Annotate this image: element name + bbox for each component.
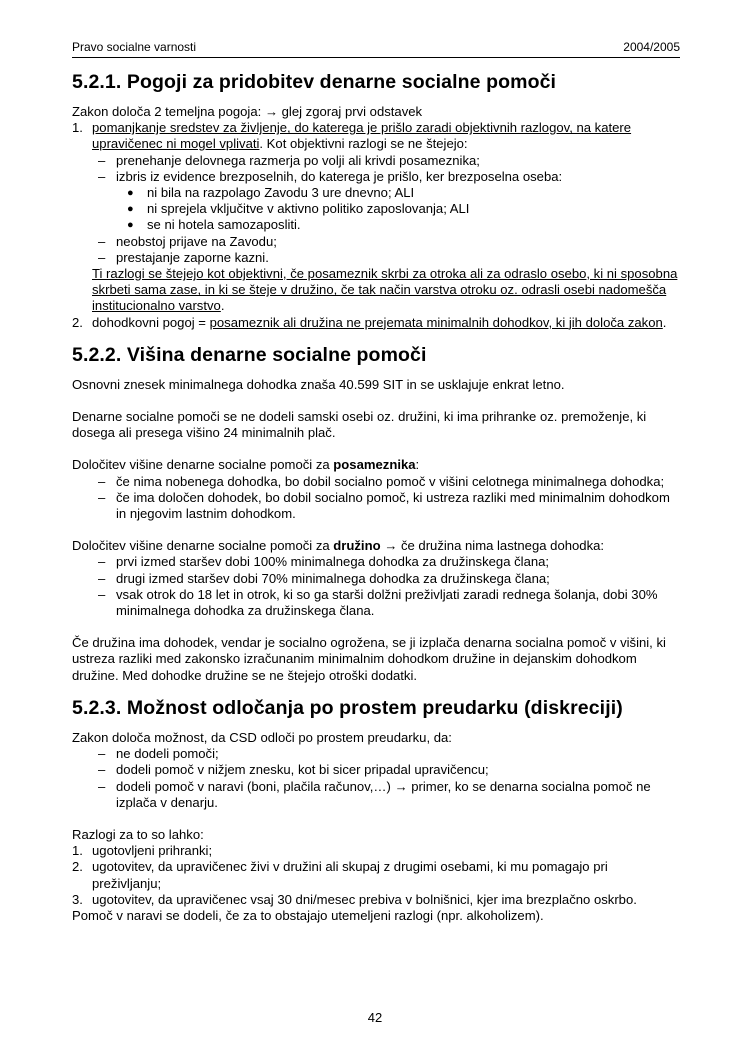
paragraph: Osnovni znesek minimalnega dohodka znaša 40.599 SIT in se usklajuje enkrat letno. xyxy=(72,376,565,392)
dash-item: – prvi izmed staršev dobi 100% minimalnega dohodka za družinskega člana; xyxy=(98,554,550,570)
header-course-title: Pravo socialne varnosti xyxy=(72,40,197,54)
condition-1-rest: . Kot objektivni razlogi se ne štejejo: xyxy=(259,136,468,152)
paragraph: Če družina ima dohodek, vendar je socialno ogrožena, se ji izplača denarna socialna pomoč v višini, ki ustreza razliki med zakonsko izračunanim minimalnim dohodkom družine in dejanskim dohodkom družine. Med dohodke družine se ne štejejo otroški dodatki. xyxy=(72,635,666,683)
reason-item: 2. ugotovitev, da upravičenec živi v družini ali skupaj z drugimi osebami, ki mu pomagajo pri preživljanju; xyxy=(72,859,608,891)
condition-item-2: 2. dohodkovni pogoj = posameznik ali družina ne prejemata minimalnih dohodkov, ki jih določa zakon. xyxy=(72,314,667,330)
paragraph: Določitev višine denarne socialne pomoči za družino → če družina nima lastnega dohodka: xyxy=(72,538,605,554)
dash-item: – vsak otrok do 18 let in otrok, ki so ga starši dolžni preživljati zaradi rednega šolanja, dobi 30% minimalnega dohodka za družinskega člana. xyxy=(98,586,658,619)
dash-item: – dodeli pomoč v nižjem znesku, kot bi sicer pripadal upravičencu; xyxy=(98,762,489,778)
section-heading-5-2-1: 5.2.1. Pogoji za pridobitev denarne socialne pomoči xyxy=(72,71,557,93)
list-number: 2. xyxy=(72,314,83,330)
section-heading-5-2-3: 5.2.3. Možnost odločanja po prostem preudarku (diskreciji) xyxy=(72,696,623,719)
dash-item: – prenehanje delovnega razmerja po volji ali krivdi posameznika; xyxy=(98,152,480,168)
dash-item: – drugi izmed staršev dobi 70% minimalnega dohodka za družinskega člana; xyxy=(98,570,550,586)
dash-item: – izbris iz evidence brezposelnih, do katerega je prišlo, ker brezposelna oseba: xyxy=(98,168,563,184)
bullet-item: ● ni bila na razpolago Zavodu 3 ure dnevno; ALI xyxy=(127,185,415,201)
dash-item: – če nima nobenega dohodka, bo dobil socialno pomoč v višini celotnega minimalnega dohodka; xyxy=(98,473,665,489)
page-number: 42 xyxy=(367,1010,383,1025)
header-academic-year: 2004/2005 xyxy=(623,40,680,54)
dash-item: – dodeli pomoč v naravi (boni, plačila računov,…) → primer, ko se denarna socialna pomoč ne izplača v denarju. xyxy=(98,778,651,810)
dash-item: – ne dodeli pomoči; xyxy=(98,746,219,762)
list-number: 1. xyxy=(72,120,83,136)
dash-item: – neobstoj prijave na Zavodu; xyxy=(98,233,277,249)
reason-item: 3. ugotovitev, da upravičenec vsaj 30 dni/mesec prebiva v bolnišnici, kjer ima brezplačno oskrbo. xyxy=(72,891,637,907)
paragraph: Razlogi za to so lahko: xyxy=(72,826,204,842)
section-heading-5-2-2: 5.2.2. Višina denarne socialne pomoči xyxy=(72,343,427,366)
paragraph: Denarne socialne pomoči se ne dodeli samski osebi oz. družini, ki ima prihranke oz. premoženje, ki dosega ali presega višino 24 minimalnih plač. xyxy=(72,409,647,441)
reason-item: 1. ugotovljeni prihranki; xyxy=(72,843,213,859)
dash-item: – če ima določen dohodek, bo dobil socialno pomoč, ki ustreza razliki med minimalnim dohodkom in njegovim lastnim dohodkom. xyxy=(98,489,670,522)
running-header xyxy=(72,40,680,58)
bullet-item: ● se ni hotela samozaposliti. xyxy=(127,217,301,233)
bullet-item: ● ni sprejela vključitve v aktivno politiko zaposlovanja; ALI xyxy=(127,201,470,217)
condition-1-underlined: pomanjkanje sredstev za življenje, do katerega je prišlo zaradi objektivnih razlogov, na katere upravičenec ni mogel vplivati xyxy=(92,120,632,152)
paragraph: Določitev višine denarne socialne pomoči za posameznika: xyxy=(72,457,420,473)
section-intro: Zakon določa 2 temeljna pogoja: → glej zgoraj prvi odstavek xyxy=(72,104,423,119)
dash-item: – prestajanje zaporne kazni. xyxy=(98,249,269,265)
paragraph: Pomoč v naravi se dodeli, če za to obstajajo utemeljeni razlogi (npr. alkoholizem). xyxy=(72,907,544,923)
paragraph: Zakon določa možnost, da CSD odloči po prostem preudarku, da: xyxy=(72,729,452,745)
objective-reasons-note: Ti razlogi se štejejo kot objektivni, če posameznik skrbi za otroka ali za odraslo osebo, ki ni sposobna skrbeti sama zase, in ki se šteje v družino, če tak način varstva otroku oz. odrasli osebi nadomešča institucionalno varstvo. xyxy=(92,266,678,314)
condition-item-1 xyxy=(72,120,680,152)
document-page xyxy=(72,40,680,924)
